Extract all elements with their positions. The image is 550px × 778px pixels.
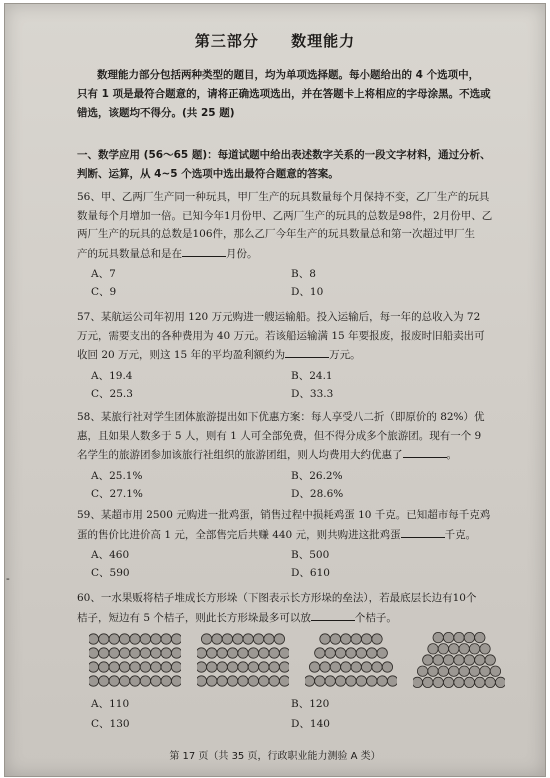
orange-ball [248, 676, 258, 686]
option-d: D、610 [291, 567, 330, 579]
question-text: 个桔子。 [354, 611, 397, 624]
orange-ball [89, 676, 99, 686]
options [91, 367, 497, 403]
intro-line: 只有 1 项是最符合题意的，请将正确选项选出，并在答题卡上将相应的字母涂黑。不选或 [77, 88, 491, 100]
option-a: A、25.1% [91, 469, 143, 482]
question-57 [77, 308, 497, 403]
orange-ball [197, 662, 207, 672]
option-a: A、19.4 [91, 369, 133, 382]
option-c: C、27.1% [91, 487, 143, 500]
orange-ball [495, 677, 505, 687]
fruit-pile-4 [413, 632, 505, 688]
question-line: 59、某超市用 2500 元购进一批鸡蛋，销售过程中损耗鸡蛋 10 千克。已知超市每千克鸡 [77, 509, 491, 521]
orange-ball [233, 634, 243, 644]
orange-ball [212, 634, 222, 644]
orange-ball [377, 648, 387, 658]
orange-ball [454, 655, 464, 665]
orange-ball [438, 644, 448, 654]
orange-ball [161, 662, 171, 672]
orange-ball [469, 644, 479, 654]
orange-ball [356, 676, 366, 686]
orange-ball [367, 676, 377, 686]
orange-ball [89, 662, 99, 672]
orange-ball [341, 634, 351, 644]
fruit-pile-2 [197, 632, 289, 688]
orange-ball [217, 648, 227, 658]
orange-ball [443, 632, 453, 642]
orange-ball [279, 676, 289, 686]
answer-blank [401, 525, 445, 538]
orange-ball [171, 662, 181, 672]
orange-ball [259, 648, 269, 658]
option-d: D、28.6% [291, 487, 344, 500]
orange-ball [315, 676, 325, 686]
orange-ball [335, 648, 345, 658]
option-d: D、33.3 [291, 387, 334, 400]
orange-ball [140, 648, 150, 658]
orange-ball [351, 634, 361, 644]
orange-ball [151, 634, 161, 644]
orange-ball [171, 676, 181, 686]
question-text: 桔子，短边有 5 个桔子，则此长方形垛最多可以放 [77, 611, 311, 624]
orange-ball [454, 677, 464, 687]
orange-ball [320, 634, 330, 644]
option-c: C、25.3 [91, 387, 133, 400]
orange-ball [382, 662, 392, 672]
section-line: 判断、运算，从 4~5 个选项中选出最符合题意的答案。 [77, 168, 339, 180]
question-59 [77, 506, 497, 582]
orange-ball [130, 662, 140, 672]
option-b: B、8 [291, 268, 316, 280]
section-name: 数理能力 [291, 32, 356, 50]
question-line [77, 525, 497, 545]
orange-ball [428, 644, 438, 654]
orange-ball [361, 634, 371, 644]
orange-ball [238, 648, 248, 658]
question-text: 名学生的旅游团参加该旅行社组织的旅游团组，则人均费用大约优惠了 [77, 449, 403, 461]
intro-line: 错选，该题均不得分。(共 25 题) [77, 107, 235, 119]
option-d: D、10 [291, 286, 324, 298]
orange-ball [305, 676, 315, 686]
orange-ball [217, 662, 227, 672]
question-line: 57、某航运公司年初用 120 万元购进一艘运输船。投入运输后，每一年的总收入为 72 [77, 311, 481, 323]
question-line [77, 244, 497, 264]
question-text: 蛋的售价比进价高 1 元，全部售完后共赚 440 元，则共购进这批鸡蛋 [77, 528, 401, 541]
orange-ball [269, 662, 279, 672]
orange-ball [99, 634, 109, 644]
option-b: B、24.1 [291, 369, 333, 382]
orange-ball [377, 676, 387, 686]
orange-ball [238, 676, 248, 686]
orange-ball [222, 634, 232, 644]
orange-ball [109, 634, 119, 644]
orange-ball [269, 676, 279, 686]
orange-ball [449, 644, 459, 654]
orange-ball [99, 648, 109, 658]
question-line [77, 345, 497, 365]
orange-ball [269, 648, 279, 658]
orange-ball [119, 676, 129, 686]
orange-ball [151, 648, 161, 658]
orange-ball [475, 655, 485, 665]
orange-ball [309, 662, 319, 672]
orange-ball [341, 662, 351, 672]
section-line: 一、数学应用 (56～65 题)：每道试题中给出表述数字关系的一段文字材料，通过分析、 [77, 149, 491, 161]
intro-paragraph [77, 66, 497, 123]
question-line: 惠，且如果人数多于 5 人，则有 1 人可全部免费，但不得分成多个旅游团。现有一个 9 [77, 429, 482, 442]
fruit-pile-figures [89, 632, 509, 690]
option-d: D、140 [291, 718, 330, 730]
orange-ball [274, 634, 284, 644]
orange-ball [264, 634, 274, 644]
orange-ball [433, 632, 443, 642]
option-b: B、120 [291, 698, 330, 710]
option-b: B、26.2% [291, 469, 343, 482]
orange-ball [248, 648, 258, 658]
orange-ball [99, 676, 109, 686]
option-a: A、110 [91, 698, 130, 710]
option-a: A、460 [91, 549, 130, 561]
part-label: 第三部分 [194, 32, 259, 50]
question-line: 两厂生产的玩具的总数是106件，那么乙厂今年生产的玩具数量总和第一次超过甲厂生 [77, 228, 476, 240]
orange-ball [485, 655, 495, 665]
options [91, 696, 511, 730]
orange-ball [109, 648, 119, 658]
orange-ball [279, 648, 289, 658]
orange-ball [372, 634, 382, 644]
orange-ball [140, 662, 150, 672]
orange-ball [330, 634, 340, 644]
orange-ball [161, 648, 171, 658]
orange-ball [346, 648, 356, 658]
orange-ball [201, 634, 211, 644]
orange-ball [449, 666, 459, 676]
orange-ball [130, 648, 140, 658]
question-text: 万元。 [329, 349, 361, 361]
exam-page [4, 3, 546, 777]
orange-ball [89, 634, 99, 644]
question-line: 数量每个月增加一倍。已知今年1月份甲、乙两厂生产的玩具的总数是98件，2月份甲、乙 [77, 209, 493, 222]
orange-ball [433, 655, 443, 665]
option-a: A、7 [91, 268, 116, 280]
orange-ball [279, 662, 289, 672]
orange-ball [99, 662, 109, 672]
question-56 [77, 188, 497, 301]
orange-ball [259, 662, 269, 672]
orange-ball [464, 632, 474, 642]
answer-blank [311, 608, 355, 621]
question-58 [77, 408, 497, 503]
orange-ball [464, 655, 474, 665]
orange-ball [207, 648, 217, 658]
question-text: 月份。 [226, 247, 258, 260]
question-line [77, 445, 497, 465]
orange-ball [119, 634, 129, 644]
question-line [77, 608, 497, 628]
orange-ball [197, 676, 207, 686]
orange-ball [464, 677, 474, 687]
orange-ball [89, 648, 99, 658]
orange-ball [325, 676, 335, 686]
orange-ball [320, 662, 330, 672]
orange-ball [151, 676, 161, 686]
edge-mark: - [6, 572, 10, 585]
orange-ball [315, 648, 325, 658]
option-c: C、9 [91, 286, 117, 298]
option-b: B、500 [291, 549, 330, 561]
orange-ball [475, 632, 485, 642]
orange-ball [119, 648, 129, 658]
orange-ball [480, 644, 490, 654]
answer-blank [403, 445, 447, 458]
options [91, 546, 497, 582]
page-footer: 第 17 页（共 35 页，行政职业能力测验 A 类） [169, 751, 381, 762]
orange-ball [161, 676, 171, 686]
orange-ball [171, 648, 181, 658]
orange-ball [351, 662, 361, 672]
orange-ball [238, 662, 248, 672]
orange-ball [227, 676, 237, 686]
orange-ball [417, 666, 427, 676]
question-line: 万元，需要支出的各种费用为 40 万元。若该船运输满 15 年要报废，报废时旧船卖出可 [77, 329, 485, 342]
question-line: 56、甲、乙两厂生产同一种玩具，甲厂生产的玩具数量每个月保持不变，乙厂生产的玩具 [77, 191, 490, 203]
orange-ball [243, 634, 253, 644]
orange-ball [253, 634, 263, 644]
orange-ball [330, 662, 340, 672]
intro-line: 数理能力部分包括两种类型的题目，均为单项选择题。每小题给出的 4 个选项中， [97, 69, 480, 81]
orange-ball [428, 666, 438, 676]
orange-ball [485, 677, 495, 687]
fruit-pile-3 [305, 632, 397, 688]
options [91, 265, 497, 301]
orange-ball [140, 634, 150, 644]
orange-ball [109, 662, 119, 672]
question-text: 千克。 [444, 528, 477, 541]
orange-ball [130, 676, 140, 686]
orange-ball [433, 677, 443, 687]
orange-ball [443, 655, 453, 665]
orange-ball [119, 662, 129, 672]
orange-ball [335, 676, 345, 686]
orange-ball [207, 662, 217, 672]
answer-blank [182, 244, 226, 257]
orange-ball [367, 648, 377, 658]
orange-ball [413, 677, 423, 687]
orange-ball [475, 677, 485, 687]
orange-ball [361, 662, 371, 672]
orange-ball [259, 676, 269, 686]
question-line: 60、一水果贩将桔子堆成长方形垛（下图表示长方形垛的垒法），若最底层长边有10个 [77, 592, 477, 604]
orange-ball [325, 648, 335, 658]
orange-ball [140, 676, 150, 686]
orange-ball [423, 655, 433, 665]
orange-ball [109, 676, 119, 686]
orange-ball [151, 662, 161, 672]
orange-ball [171, 634, 181, 644]
orange-ball [480, 666, 490, 676]
orange-ball [490, 666, 500, 676]
question-text: 收回 20 万元，则这 15 年的平均盈利额约为 [77, 349, 286, 361]
orange-ball [217, 676, 227, 686]
page-title [5, 30, 545, 51]
answer-blank [285, 345, 329, 358]
orange-ball [356, 648, 366, 658]
orange-ball [161, 634, 171, 644]
orange-ball [346, 676, 356, 686]
question-line: 58、某旅行社对学生团体旅游提出如下优惠方案：每人享受八二折（即原价的 82%）优 [77, 411, 485, 423]
orange-ball [438, 666, 448, 676]
orange-ball [130, 634, 140, 644]
section-heading [77, 146, 497, 184]
question-text: 。 [446, 449, 457, 461]
option-c: C、130 [91, 718, 130, 730]
options-grid [91, 696, 511, 730]
orange-ball [387, 676, 397, 686]
orange-ball [248, 662, 258, 672]
orange-ball [372, 662, 382, 672]
fruit-pile-1 [89, 632, 181, 688]
orange-ball [469, 666, 479, 676]
orange-ball [459, 644, 469, 654]
orange-ball [197, 648, 207, 658]
orange-ball [459, 666, 469, 676]
orange-ball [443, 677, 453, 687]
options [91, 467, 497, 503]
orange-ball [423, 677, 433, 687]
question-text: 产的玩具数量总和是在 [77, 247, 182, 260]
orange-ball [227, 662, 237, 672]
orange-ball [227, 648, 237, 658]
question-60 [77, 589, 497, 627]
orange-ball [454, 632, 464, 642]
orange-ball [207, 676, 217, 686]
option-c: C、590 [91, 567, 130, 579]
